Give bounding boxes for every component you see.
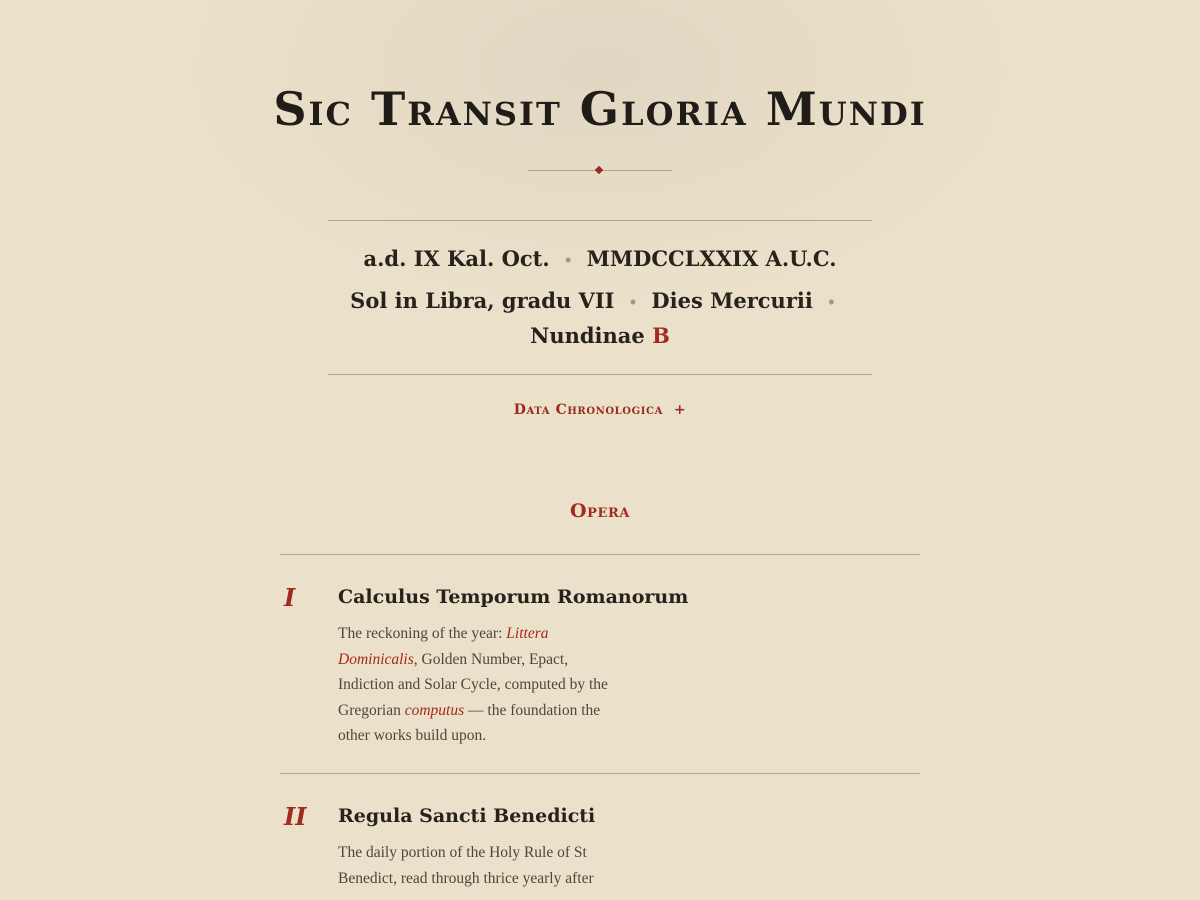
page-title: Sic Transit Gloria Mundi: [273, 82, 927, 136]
nundinae-label: Nundinae: [530, 323, 645, 348]
desc-text: The daily portion of the Holy Rule of St Benedict, read through thrice yearly after: [338, 844, 594, 887]
toggle-label: Data Chronologica: [513, 402, 663, 418]
separator-dot: •: [563, 252, 573, 269]
date-row-3: [328, 323, 872, 348]
roman-date: a.d. IX Kal. Oct.: [363, 246, 550, 271]
work-description: [338, 621, 608, 749]
title-ornament: [528, 165, 672, 177]
weekday: Dies Mercurii: [651, 288, 813, 313]
date-row-2: [328, 288, 872, 313]
plus-icon: +: [673, 402, 687, 418]
work-numeral: II: [284, 802, 307, 831]
data-chronologica-toggle[interactable]: [0, 402, 1200, 418]
work-numeral: I: [284, 583, 296, 612]
date-bottom-divider: [328, 374, 872, 375]
work-item[interactable]: [280, 774, 920, 900]
nundinae-letter: B: [652, 323, 670, 348]
desc-emphasis: computus: [404, 701, 465, 719]
separator-dot: •: [826, 294, 836, 311]
date-row-1: [328, 246, 872, 271]
work-title: Regula Sancti Benedicti: [338, 805, 596, 827]
desc-text: The reckoning of the year:: [338, 625, 507, 642]
separator-dot: •: [628, 294, 638, 311]
work-item[interactable]: [280, 555, 920, 773]
section-title: Opera: [569, 500, 631, 522]
diamond-icon: [595, 166, 603, 174]
desc-text: , Golden Number, Epact, Indiction and Solar Cycle, computed by the Gregorian: [338, 650, 608, 719]
work-description: [338, 840, 608, 891]
sun-position: Sol in Libra, gradu VII: [350, 288, 615, 313]
year-auc: MMDCCLXXIX A.U.C.: [586, 246, 837, 271]
date-top-divider: [328, 220, 872, 221]
work-title: Calculus Temporum Romanorum: [338, 586, 689, 608]
desc-emphasis: Littera Dominicalis: [338, 625, 549, 668]
date-panel: [328, 240, 872, 360]
desc-text: — the foundation the other works build upon.: [338, 701, 601, 745]
